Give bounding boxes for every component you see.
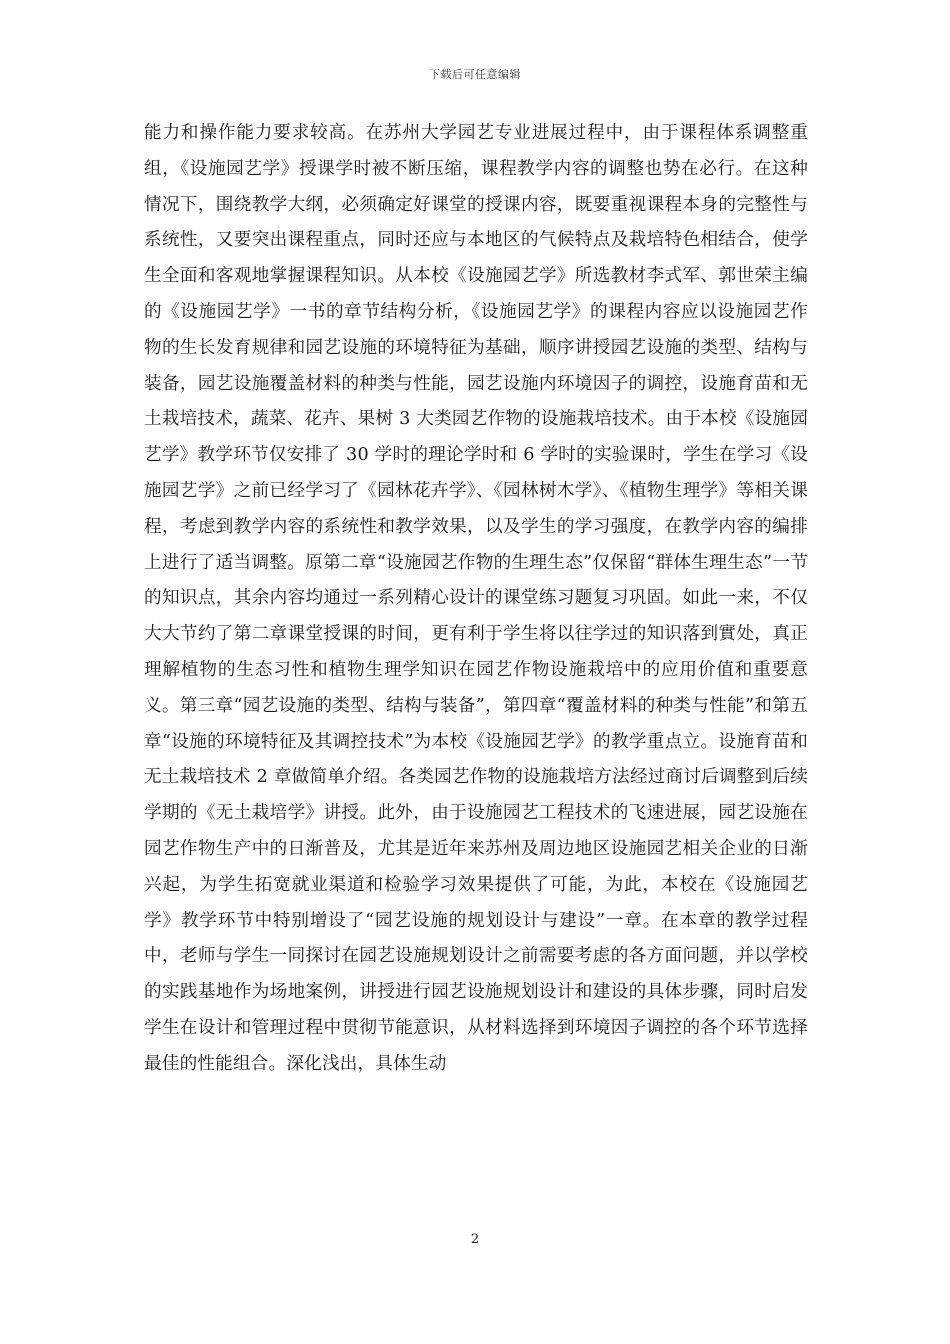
page-number: 2 <box>470 1232 480 1247</box>
body-paragraph: 能力和操作能力要求较高。在苏州大学园艺专业进展过程中，由于课程体系调整重组，《设施园艺学》授课学时被不断压缩，课程教学内容的调整也势在必行。在这种情况下，围绕教学大纲，必须确定好课堂的授课内容，既要重视课程本身的完整性与系统性，又要突出课程重点，同时还应与本地区的气候特点及栽培特色相结合，使学生全面和客观地掌握课程知识。从本校《设施园艺学》所选教材李式军、郭世荣主编的《设施园艺学》一书的章节结构分析，《设施园艺学》的课程内容应以设施园艺作物的生长发育规律和园艺设施的环境特征为基础，顺序讲授园艺设施的类型、结构与装备，园艺设施覆盖材料的种类与性能，园艺设施内环境因子的调控，设施育苗和无土栽培技术，蔬菜、花卉、果树 3 大类园艺作物的设施栽培技术。由于本校《设施园艺学》教学环节仅安排了 30 学时的理论学时和 6 学时的实验课时，学生在学习《设施园艺学》之前已经学习了《园林花卉学》、《园林树木学》、《植物生理学》等相关课程，考虑到教学内容的系统性和教学效果，以及学生的学习强度，在教学内容的编排上进行了适当调整。原第二章“设施园艺作物的生理生态”仅保留“群体生理生态”一节的知识点，其余内容均通过一系列精心设计的课堂练习题复习巩固。如此一来，不仅大大节约了第二章课堂授课的时间，更有利于学生将以往学过的知识落到實处，真正理解植物的生态习性和植物生理学知识在园艺作物设施栽培中的应用价值和重要意义。第三章“园艺设施的类型、结构与装备”，第四章“覆盖材料的种类与性能”和第五章“设施的环境特征及其调控技术”为本校《设施园艺学》的教学重点立。设施育苗和无土栽培技术 2 章做简单介绍。各类园艺作物的设施栽培方法经过商讨后调整到后续学期的《无土栽培学》讲授。此外，由于设施园艺工程技术的飞速进展，园艺设施在园艺作物生产中的日渐普及，尤其是近年来苏州及周边地区设施园艺相关企业的日渐兴起，为学生拓宽就业渠道和检验学习效果提供了可能，为此，本校在《设施园艺学》教学环节中特别增设了“园艺设施的规划设计与建设”一章。在本章的教学过程中，老师与学生一同探讨在园艺设施规划设计之前需要考虑的各方面问题，并以学校的实践基地作为场地案例，讲授进行园艺设施规划设计和建设的具体步骤，同时启发学生在设计和管理过程中贯彻节能意识，从材料选择到环境因子调控的各个环节选择最佳的性能组合。深化浅出，具体生动 <box>144 123 808 1074</box>
page-header: 下载后可任意编辑 <box>429 68 521 81</box>
